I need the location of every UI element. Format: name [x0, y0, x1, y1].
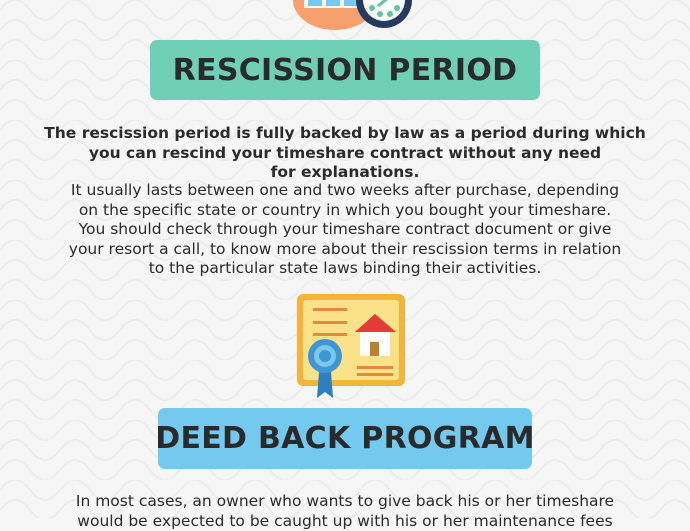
calendar-clock-icon — [290, 0, 420, 30]
lead-line: The rescission period is fully backed by law as a period during which — [44, 124, 646, 142]
body-line: It usually lasts between one and two weeks after purchase, depending — [70, 181, 620, 199]
lead-line: you can rescind your timeshare contract without any need — [88, 143, 602, 162]
rescission-lead-text — [0, 124, 690, 183]
lead-line: for explanations. — [270, 163, 420, 182]
rescission-body-text — [0, 181, 690, 279]
body-line: In most cases, an owner who wants to give back his or her timeshare — [75, 492, 615, 510]
body-line: on the specific state or country in which you bought your timeshare. — [78, 200, 612, 219]
deed-back-program-heading: DEED BACK PROGRAM — [158, 408, 532, 469]
body-line: would be expected to be caught up with his or her maintenance fees — [77, 511, 613, 530]
body-line: You should check through your timeshare contract document or give — [78, 220, 612, 239]
deed-back-body-text — [0, 492, 690, 531]
rescission-period-heading: RESCISSION PERIOD — [150, 40, 540, 100]
body-line: your resort a call, to know more about their rescission terms in relation — [68, 239, 622, 258]
house-certificate-icon — [297, 294, 407, 400]
body-line: to the particular state laws binding their activities. — [148, 259, 542, 278]
